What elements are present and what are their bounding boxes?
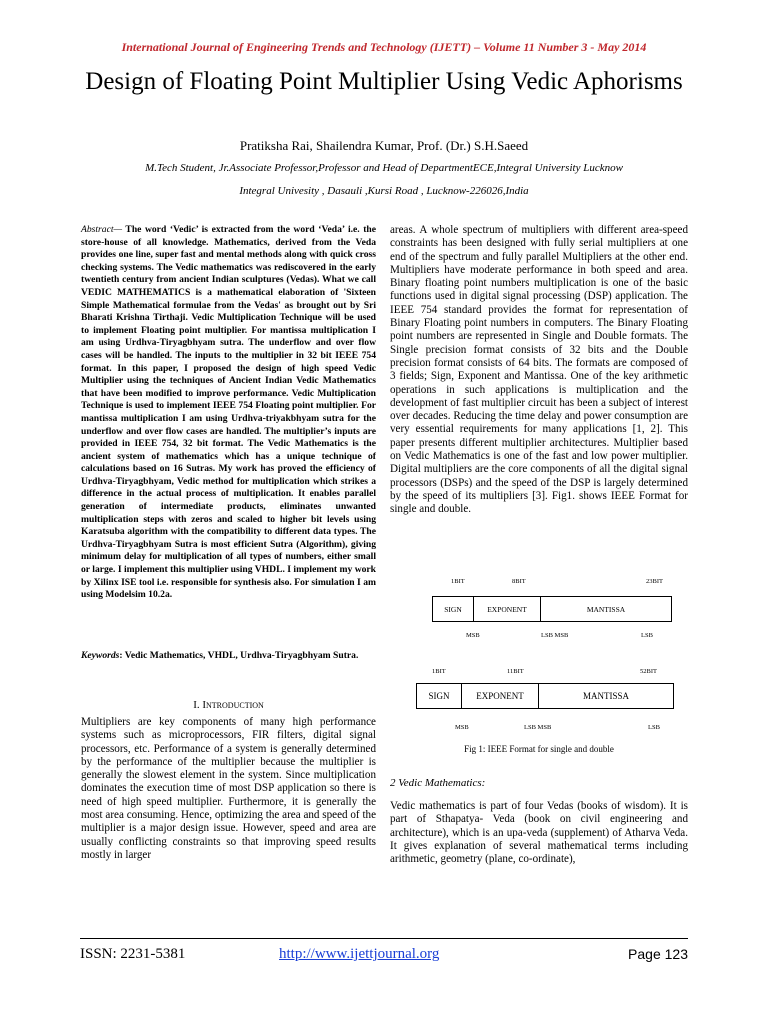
bit-label: 1BIT: [451, 578, 465, 585]
intro-number: I.: [193, 699, 200, 711]
paper-title: Design of Floating Point Multiplier Using Vedic Aphorisms: [85, 68, 683, 95]
lsb-msb-label: LSB MSB: [524, 724, 552, 731]
lsb-label: LSB: [641, 632, 653, 639]
bit-label: 52BIT: [640, 668, 657, 675]
keywords-text: : Vedic Mathematics, VHDL, Urdhva-Tiryagbhyam Sutra.: [119, 650, 359, 661]
abstract: [81, 224, 376, 602]
field-exponent: EXPONENT: [462, 684, 539, 708]
right-column-text: areas. A whole spectrum of multipliers with different area-speed constraints has been designed with fully serial multipliers at one end of the spectrum and fully parallel Multipliers at the other end. Multipliers have moderate performance in both speed and area. Binary floating point numbers multiplication is one of the basic functions used in digital signal processing (DSP) application. The IEEE 754 standard provides the format for representation of Binary Floating point numbers in computers. The Binary Floating point numbers are represented in Single and Double formats. The Single precision format consists of 32 bits and the Double precision format consists of 64 bits. The formats are composed of 3 fields; Sign, Exponent and Mantissa. One of the key arithmetic operations in such applications is multiplication and the development of fast multiplier circuit has been a subject of interest over decades. Reducing the time delay and power consumption are very essential requirements for many applications [1, 2]. This paper presents different multiplier architectures. Multiplier based on Vedic Mathematics is one of the fast and low power multiplier. Digital multipliers are the core components of all the digital signal processors (DSPs) and the speed of the DSP is largely determined by the speed of its multipliers [3]. Fig1. shows IEEE Format for single and double.: [390, 224, 688, 516]
intro-heading: [81, 699, 376, 711]
issn: ISSN: 2231-5381: [80, 946, 186, 962]
abstract-label: Abstract—: [81, 224, 123, 235]
section-heading: 2 Vedic Mathematics:: [390, 777, 486, 789]
footer-divider: [80, 938, 688, 939]
page-number: Page 123: [628, 946, 688, 962]
keywords: [81, 650, 376, 663]
section-text: Vedic mathematics is part of four Vedas (books of wisdom). It is part of Sthapatya- Veda (book on civil engineering and architecture), which is an upa-veda (supplement) of Atharva Veda. It gives explanation of several mathematical terms including arithmetic, geometry (plane, co-ordinate),: [390, 800, 688, 866]
keywords-label: Keywords: [81, 650, 120, 661]
bit-label: 11BIT: [507, 668, 524, 675]
journal-link[interactable]: http://www.ijettjournal.org: [279, 946, 440, 962]
field-mantissa: MANTISSA: [582, 691, 629, 701]
address: Integral Univesity , Dasauli ,Kursi Road , Lucknow-226026,India: [239, 185, 529, 197]
authors: Pratiksha Rai, Shailendra Kumar, Prof. (Dr.) S.H.Saeed: [239, 138, 529, 153]
figure-caption: Fig 1: IEEE Format for single and double: [464, 744, 614, 754]
bit-label: 23BIT: [646, 578, 663, 585]
format-box: [432, 596, 672, 622]
field-mantissa: MANTISSA: [586, 604, 626, 614]
lsb-label: LSB: [648, 724, 660, 731]
field-sign: SIGN: [417, 684, 462, 708]
journal-header: International Journal of Engineering Trends and Technology (IJETT) – Volume 11 Number 3 - May 2014: [121, 40, 647, 54]
format-box: [416, 683, 674, 709]
intro-text: Multipliers are key components of many high performance systems such as microprocessors, FIR filters, digital signal processors, etc. Performance of a system is generally determined by the performance of the multiplier because the multiplier is generally the slowest element in the system. Since multiplication dominates the execution time of most DSP application so there is need of high speed multiplier. Furthermore, it is generally the most area consuming. Hence, optimizing the area and speed of the multiplier is a major design issue. However, speed and area are usually conflicting constraints so that improving speed results mostly in larger: [81, 716, 376, 861]
field-exponent: EXPONENT: [474, 597, 541, 621]
msb-label: MSB: [466, 632, 480, 639]
affiliation: M.Tech Student, Jr.Associate Professor,Professor and Head of DepartmentECE,Integral University Lucknow: [145, 162, 623, 174]
abstract-text: The word ‘Vedic’ is extracted from the word ‘Veda’ i.e. the store-house of all knowledge. Mathematics, derived from the Veda provides one line, super fast and mental methods along with quick cross checking systems. The Vedic mathematics was rediscovered in the early twentieth century from ancient Indian sculptures (Vedas). What we call VEDIC MATHEMATICS is a mathematical elaboration of 'Sixteen Simple Mathematical formulae from the Vedas' as brought out by Sri Bharati Krishna Tirthaji. Vedic Multiplication Technique will be used to implement Floating point multiplier. For mantissa multiplication I am using Urdhva-Tiryagbhyam sutra. The underflow and over flow cases will be handled. The inputs to the multiplier in 32 bit IEEE 754 format. In this paper, I proposed the design of high speed Vedic Multiplier using the techniques of Ancient Indian Vedic Mathematics that have been modified to improve performance. Vedic Multiplication Technique is used to implement IEEE 754 Floating point multiplier. For mantissa multiplication I am using Urdhva-triyakbhyam sutra for the underflow and over flow cases are handled. The multiplier’s inputs are provided in IEEE 754, 32 bit format. The Vedic Mathematics is the ancient system of mathematics which has a unique technique of calculations based on 16 Sutras. My work has proved the efficiency of Urdhva-Tiryagbhyam, Vedic method for multiplication which strikes a difference in the actual process of multiplication. It enables parallel generation of intermediate products, eliminates unwanted multiplication steps with zeros and scaled to higher bit levels using Karatsuba algorithm with the compatibility to different data types. The Urdhva-Tiryagbhyam Sutra is most efficient Sutra (Algorithm), giving minimum delay for multiplication of all types of numbers, either small or large. I implement this multiplier using VHDL. I implement my work by Xilinx ISE tool i.e. responsible for synthesis also. For simulation I am using Modelsim 10.2a.: [81, 224, 377, 601]
lsb-msb-label: LSB MSB: [541, 632, 569, 639]
bit-label: 8BIT: [512, 578, 526, 585]
msb-label: MSB: [455, 724, 469, 731]
intro-title: Introduction: [202, 699, 264, 711]
field-sign: SIGN: [433, 597, 474, 621]
bit-label: 1BIT: [432, 668, 446, 675]
